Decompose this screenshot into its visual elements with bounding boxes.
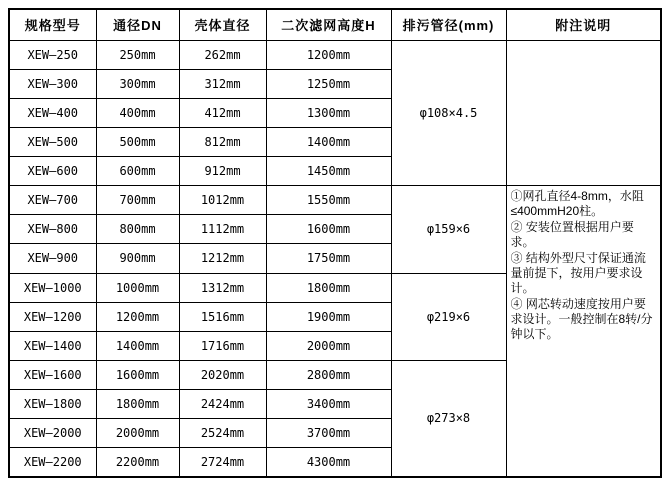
height-cell: 1600mm: [266, 215, 391, 244]
model-cell: XEW—2200: [9, 448, 96, 477]
model-cell: XEW—1000: [9, 273, 96, 302]
note-item-2: ② 安装位置根据用户要求。: [510, 220, 634, 250]
height-cell: 1300mm: [266, 98, 391, 127]
note-item-4: ④ 网芯转动速度按用户要求设计。一般控制在8转/分钟以下。: [510, 297, 653, 342]
notes-empty-cell: [506, 40, 661, 186]
dn-cell: 250mm: [96, 40, 179, 69]
note-item-1: ①网孔直径4-8mm，水阻≤400mmH20柱。: [510, 189, 644, 219]
shell-cell: 262mm: [179, 40, 266, 69]
dn-cell: 1800mm: [96, 390, 179, 419]
height-cell: 1550mm: [266, 186, 391, 215]
shell-cell: 1012mm: [179, 186, 266, 215]
height-cell: 2000mm: [266, 331, 391, 360]
drain-group-cell: φ159×6: [391, 186, 506, 273]
dn-cell: 1600mm: [96, 360, 179, 389]
col-header-shell: 壳体直径: [179, 9, 266, 40]
model-cell: XEW—300: [9, 69, 96, 98]
dn-cell: 500mm: [96, 127, 179, 156]
dn-cell: 2000mm: [96, 419, 179, 448]
model-cell: XEW—1200: [9, 302, 96, 331]
model-cell: XEW—2000: [9, 419, 96, 448]
shell-cell: 312mm: [179, 69, 266, 98]
model-cell: XEW—250: [9, 40, 96, 69]
shell-cell: 2524mm: [179, 419, 266, 448]
height-cell: 3400mm: [266, 390, 391, 419]
model-cell: XEW—1400: [9, 331, 96, 360]
model-cell: XEW—700: [9, 186, 96, 215]
col-header-drain: 排污管径(mm): [391, 9, 506, 40]
drain-group-cell: φ273×8: [391, 360, 506, 477]
dn-cell: 1200mm: [96, 302, 179, 331]
dn-cell: 900mm: [96, 244, 179, 273]
shell-cell: 2020mm: [179, 360, 266, 389]
dn-cell: 600mm: [96, 157, 179, 186]
height-cell: 1800mm: [266, 273, 391, 302]
model-cell: XEW—600: [9, 157, 96, 186]
dn-cell: 2200mm: [96, 448, 179, 477]
dn-cell: 700mm: [96, 186, 179, 215]
table-row: [9, 186, 661, 215]
height-cell: 3700mm: [266, 419, 391, 448]
header-row: [9, 9, 661, 40]
height-cell: 1200mm: [266, 40, 391, 69]
height-cell: 1900mm: [266, 302, 391, 331]
height-cell: 1250mm: [266, 69, 391, 98]
shell-cell: 2724mm: [179, 448, 266, 477]
dn-cell: 1400mm: [96, 331, 179, 360]
model-cell: XEW—400: [9, 98, 96, 127]
drain-group-cell: φ219×6: [391, 273, 506, 360]
dn-cell: 800mm: [96, 215, 179, 244]
model-cell: XEW—1800: [9, 390, 96, 419]
table-row: [9, 40, 661, 69]
dn-cell: 1000mm: [96, 273, 179, 302]
height-cell: 1400mm: [266, 127, 391, 156]
note-item-3: ③ 结构外型尺寸保证通流量前提下，按用户要求设计。: [510, 251, 646, 296]
drain-group-cell: φ108×4.5: [391, 40, 506, 186]
height-cell: 1750mm: [266, 244, 391, 273]
shell-cell: 2424mm: [179, 390, 266, 419]
height-cell: 1450mm: [266, 157, 391, 186]
col-header-model: 规格型号: [9, 9, 96, 40]
shell-cell: 912mm: [179, 157, 266, 186]
shell-cell: 1312mm: [179, 273, 266, 302]
model-cell: XEW—500: [9, 127, 96, 156]
model-cell: XEW—900: [9, 244, 96, 273]
shell-cell: 1112mm: [179, 215, 266, 244]
shell-cell: 412mm: [179, 98, 266, 127]
dn-cell: 400mm: [96, 98, 179, 127]
shell-cell: 1212mm: [179, 244, 266, 273]
dn-cell: 300mm: [96, 69, 179, 98]
col-header-notes: 附注说明: [506, 9, 661, 40]
model-cell: XEW—1600: [9, 360, 96, 389]
shell-cell: 1716mm: [179, 331, 266, 360]
col-header-height: 二次滤网高度H: [266, 9, 391, 40]
notes-cell: [506, 186, 661, 477]
model-cell: XEW—800: [9, 215, 96, 244]
height-cell: 4300mm: [266, 448, 391, 477]
shell-cell: 812mm: [179, 127, 266, 156]
height-cell: 2800mm: [266, 360, 391, 389]
col-header-dn: 通径DN: [96, 9, 179, 40]
shell-cell: 1516mm: [179, 302, 266, 331]
spec-table: [8, 8, 662, 478]
